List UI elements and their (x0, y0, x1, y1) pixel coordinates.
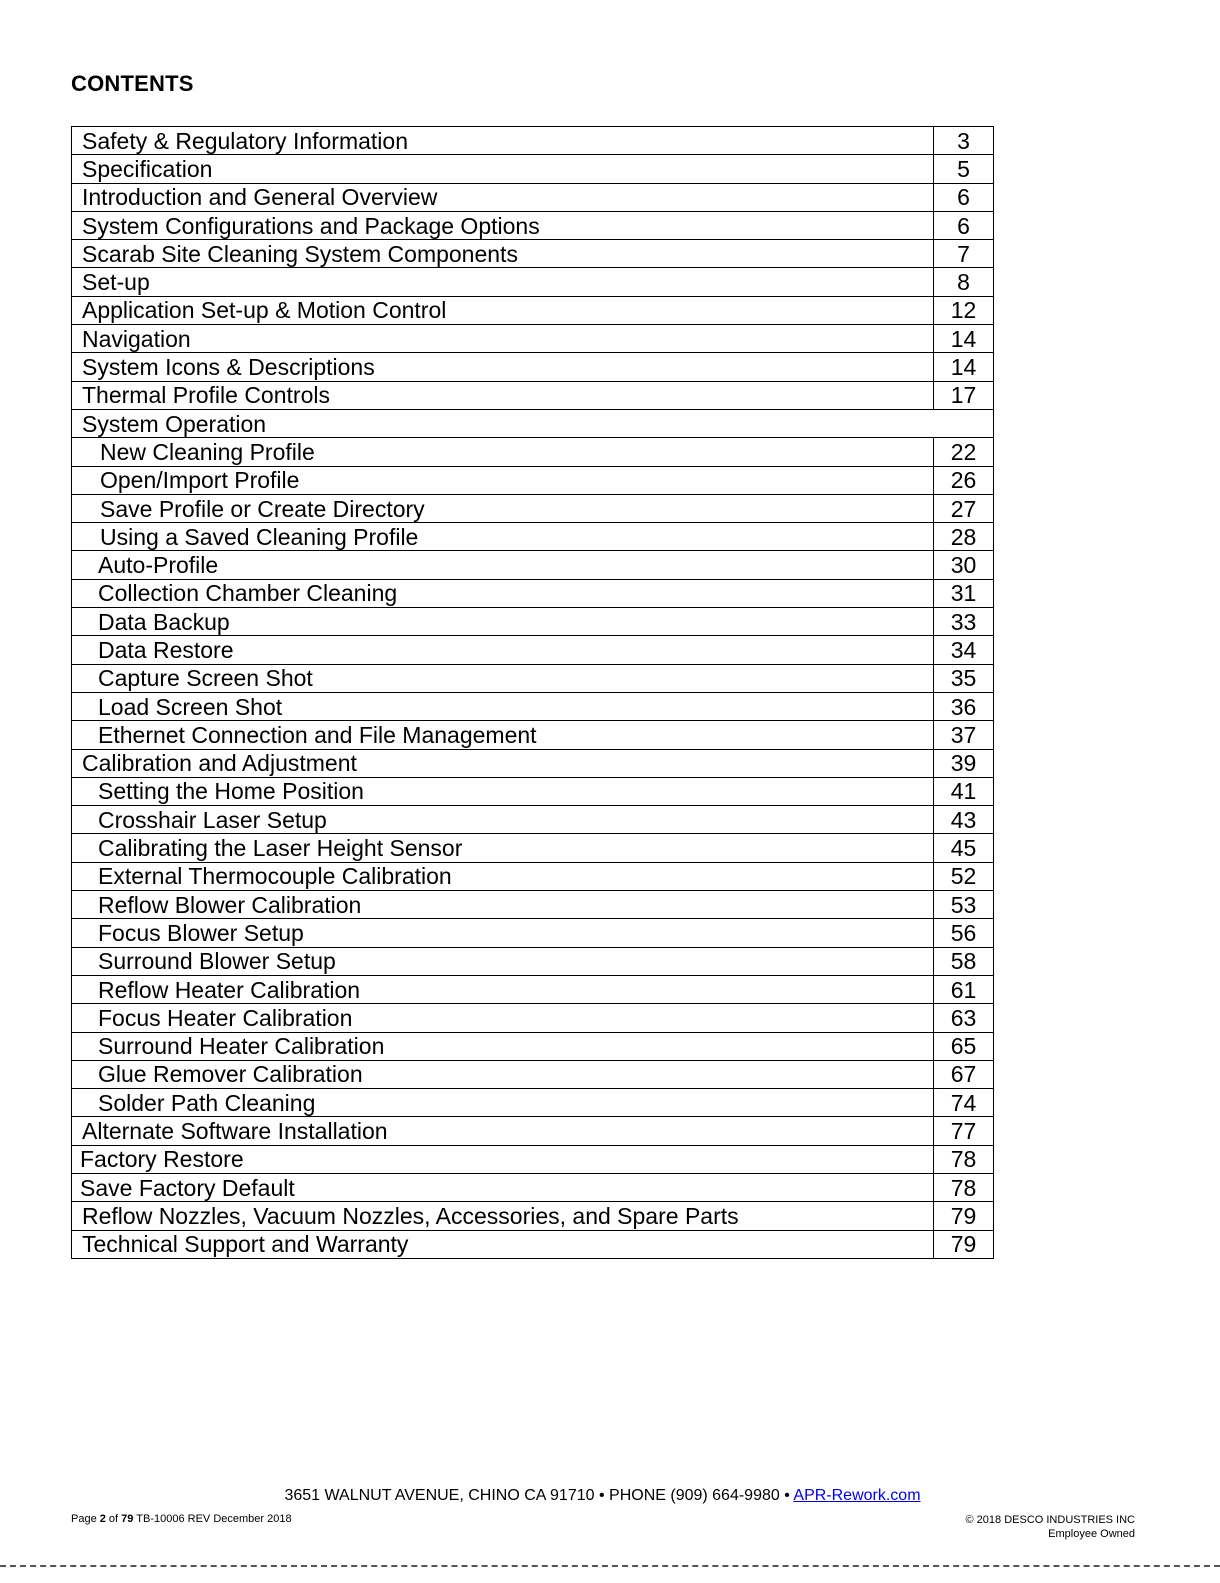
toc-entry-page: 26 (934, 466, 994, 494)
toc-entry-page: 12 (934, 296, 994, 324)
toc-entry-page: 28 (934, 523, 994, 551)
toc-entry-page: 67 (934, 1060, 994, 1088)
toc-row[interactable] (72, 240, 994, 268)
toc-entry-title: Save Profile or Create Directory (72, 494, 934, 522)
toc-entry-page: 43 (934, 806, 994, 834)
toc-entry-title: Alternate Software Installation (72, 1117, 934, 1145)
toc-entry-title: Thermal Profile Controls (72, 381, 934, 409)
toc-entry-title: Auto-Profile (72, 551, 934, 579)
toc-row[interactable] (72, 211, 994, 239)
toc-body (72, 127, 994, 1259)
toc-entry-title: Save Factory Default (72, 1173, 934, 1201)
toc-entry-page: 74 (934, 1089, 994, 1117)
toc-row[interactable] (72, 1117, 994, 1145)
toc-row[interactable] (72, 947, 994, 975)
toc-entry-title: Set-up (72, 268, 934, 296)
toc-entry-page: 78 (934, 1145, 994, 1173)
toc-entry-page: 58 (934, 947, 994, 975)
toc-entry-page: 37 (934, 721, 994, 749)
toc-entry-title: Load Screen Shot (72, 692, 934, 720)
toc-entry-page: 53 (934, 891, 994, 919)
toc-entry-title: Data Backup (72, 608, 934, 636)
toc-entry-page: 52 (934, 862, 994, 890)
toc-entry-title: Safety & Regulatory Information (72, 127, 934, 155)
toc-entry-title: Application Set-up & Motion Control (72, 296, 934, 324)
toc-entry-title: Scarab Site Cleaning System Components (72, 240, 934, 268)
toc-entry-page: 31 (934, 579, 994, 607)
toc-entry-title: Calibrating the Laser Height Sensor (72, 834, 934, 862)
toc-row[interactable] (72, 466, 994, 494)
toc-entry-page: 77 (934, 1117, 994, 1145)
toc-entry-title: Glue Remover Calibration (72, 1060, 934, 1088)
toc-entry-page: 41 (934, 777, 994, 805)
toc-row[interactable] (72, 438, 994, 466)
footer-copyright-block (966, 1513, 1135, 1541)
toc-row[interactable] (72, 919, 994, 947)
toc-entry-title: External Thermocouple Calibration (72, 862, 934, 890)
toc-row[interactable] (72, 1202, 994, 1230)
toc-entry-title: Surround Blower Setup (72, 947, 934, 975)
toc-row[interactable] (72, 664, 994, 692)
toc-row[interactable] (72, 268, 994, 296)
toc-row[interactable] (72, 579, 994, 607)
toc-entry-page: 22 (934, 438, 994, 466)
toc-row[interactable] (72, 721, 994, 749)
toc-entry-title: Capture Screen Shot (72, 664, 934, 692)
toc-row[interactable] (72, 296, 994, 324)
toc-entry-title: Navigation (72, 325, 934, 353)
toc-row[interactable] (72, 155, 994, 183)
toc-row[interactable] (72, 749, 994, 777)
doc-reference: TB-10006 REV December 2018 (133, 1513, 292, 1525)
toc-row[interactable] (72, 381, 994, 409)
toc-entry-title: System Configurations and Package Options (72, 211, 934, 239)
toc-row[interactable] (72, 692, 994, 720)
toc-entry-title: Collection Chamber Cleaning (72, 579, 934, 607)
toc-entry-title: New Cleaning Profile (72, 438, 934, 466)
toc-entry-page: 27 (934, 494, 994, 522)
toc-row[interactable] (72, 353, 994, 381)
toc-entry-title: Open/Import Profile (72, 466, 934, 494)
toc-row[interactable] (72, 523, 994, 551)
contents-heading: CONTENTS (71, 71, 194, 96)
toc-row[interactable] (72, 1173, 994, 1201)
toc-entry-page: 65 (934, 1032, 994, 1060)
toc-entry-page: 7 (934, 240, 994, 268)
toc-entry-page: 79 (934, 1202, 994, 1230)
toc-entry-page: 35 (934, 664, 994, 692)
toc-entry-page: 30 (934, 551, 994, 579)
toc-entry-page: 61 (934, 975, 994, 1003)
toc-entry-title: Reflow Nozzles, Vacuum Nozzles, Accessories, and Spare Parts (72, 1202, 934, 1230)
toc-entry-title: Ethernet Connection and File Management (72, 721, 934, 749)
toc-entry-page: 6 (934, 211, 994, 239)
toc-entry-page: 78 (934, 1173, 994, 1201)
toc-row[interactable] (72, 551, 994, 579)
toc-row[interactable] (72, 1230, 994, 1258)
toc-row[interactable] (72, 806, 994, 834)
toc-row[interactable] (72, 183, 994, 211)
toc-entry-title: Reflow Blower Calibration (72, 891, 934, 919)
toc-entry-title: Using a Saved Cleaning Profile (72, 523, 934, 551)
toc-entry-page: 8 (934, 268, 994, 296)
toc-entry-page: 14 (934, 325, 994, 353)
page-prefix: Page (71, 1513, 100, 1525)
toc-entry-page: 6 (934, 183, 994, 211)
toc-entry-title: Focus Blower Setup (72, 919, 934, 947)
toc-entry-page: 14 (934, 353, 994, 381)
toc-row[interactable] (72, 409, 994, 437)
footer-address-text: 3651 WALNUT AVENUE, CHINO CA 91710 • PHONE (909) 664-9980 • (284, 1487, 794, 1504)
toc-row[interactable] (72, 834, 994, 862)
toc-entry-page: 33 (934, 608, 994, 636)
toc-row[interactable] (72, 1032, 994, 1060)
toc-entry-title: Solder Path Cleaning (72, 1089, 934, 1117)
copyright: © 2018 DESCO INDUSTRIES INC (965, 1514, 1135, 1526)
toc-entry-title: Surround Heater Calibration (72, 1032, 934, 1060)
toc-entry-title: Calibration and Adjustment (72, 749, 934, 777)
toc-entry-title: Setting the Home Position (72, 777, 934, 805)
toc-entry-page: 3 (934, 127, 994, 155)
toc-entry-page: 5 (934, 155, 994, 183)
toc-entry-page: 17 (934, 381, 994, 409)
toc-row[interactable] (72, 1060, 994, 1088)
toc-row[interactable] (72, 636, 994, 664)
toc-entry-page: 36 (934, 692, 994, 720)
footer-page-info (71, 1513, 292, 1525)
toc-entry-title: Focus Heater Calibration (72, 1004, 934, 1032)
toc-entry-title: Factory Restore (72, 1145, 934, 1173)
toc-entry-page: 79 (934, 1230, 994, 1258)
toc-entry-title: Data Restore (72, 636, 934, 664)
toc-entry-title: Technical Support and Warranty (72, 1230, 934, 1258)
toc-row[interactable] (72, 1145, 994, 1173)
toc-table (71, 126, 994, 1259)
employee-owned: Employee Owned (1048, 1528, 1135, 1540)
toc-row[interactable] (72, 862, 994, 890)
toc-entry-title: Introduction and General Overview (72, 183, 934, 211)
toc-entry-page: 56 (934, 919, 994, 947)
toc-entry-title: Crosshair Laser Setup (72, 806, 934, 834)
toc-entry-page: 39 (934, 749, 994, 777)
toc-entry-title: System Icons & Descriptions (72, 353, 934, 381)
toc-row[interactable] (72, 127, 994, 155)
page-total: 79 (121, 1513, 134, 1525)
footer-address (0, 1487, 1205, 1505)
website-link[interactable]: APR-Rework.com (793, 1487, 921, 1504)
toc-entry-title: System Operation (72, 409, 994, 437)
toc-row[interactable] (72, 891, 994, 919)
toc-row[interactable] (72, 1004, 994, 1032)
page-current: 2 (99, 1513, 106, 1525)
toc-row[interactable] (72, 494, 994, 522)
toc-row[interactable] (72, 325, 994, 353)
toc-entry-page: 34 (934, 636, 994, 664)
toc-row[interactable] (72, 1089, 994, 1117)
toc-entry-page: 45 (934, 834, 994, 862)
toc-row[interactable] (72, 777, 994, 805)
toc-entry-title: Specification (72, 155, 934, 183)
toc-row[interactable] (72, 975, 994, 1003)
toc-entry-page: 63 (934, 1004, 994, 1032)
toc-entry-title: Reflow Heater Calibration (72, 975, 934, 1003)
toc-row[interactable] (72, 608, 994, 636)
page-of: of (105, 1513, 122, 1525)
page-bottom-divider (0, 1565, 1220, 1567)
